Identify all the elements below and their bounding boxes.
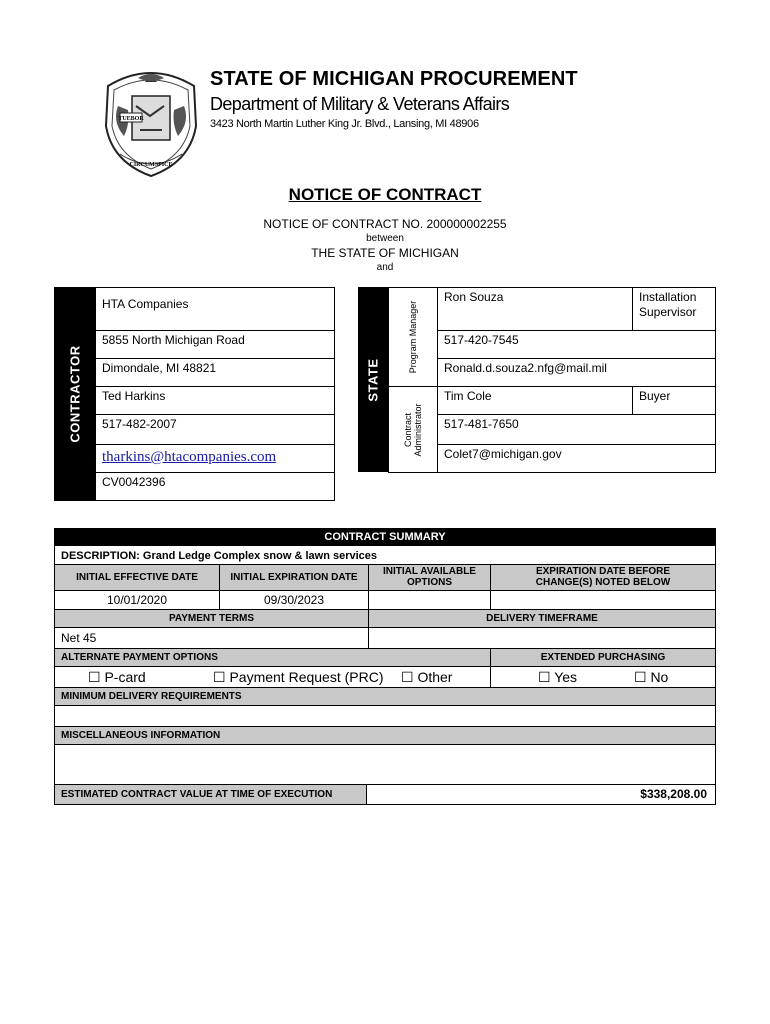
alt-payment-label: ALTERNATE PAYMENT OPTIONS: [54, 648, 491, 667]
pm-title: Installation Supervisor: [632, 287, 716, 331]
extended-purchasing-label: EXTENDED PURCHASING: [490, 648, 716, 667]
contractor-side-label: [54, 287, 95, 501]
svg-text:TUEBOR: TUEBOR: [118, 116, 144, 122]
contractor-city: Dimondale, MI 48821: [95, 358, 335, 387]
program-manager-label: [388, 287, 438, 387]
department-name: Department of Military & Veterans Affairs: [210, 94, 510, 114]
summary-heading: CONTRACT SUMMARY: [54, 528, 716, 546]
contractor-email-cell: [95, 444, 335, 473]
state-label-text: STATE: [365, 357, 381, 402]
ca-email: Colet7@michigan.gov: [437, 444, 716, 473]
delivery-timeframe-label: DELIVERY TIMEFRAME: [368, 609, 716, 628]
state-side-label: [358, 287, 388, 472]
state-seal-logo: [100, 66, 202, 180]
delivery-timeframe-value: [368, 627, 716, 649]
ca-name: Tim Cole: [437, 386, 633, 415]
col-available-options: INITIAL AVAILABLE OPTIONS: [368, 564, 491, 591]
expiration-date-value: 09/30/2023: [219, 590, 369, 610]
pcard-checkbox[interactable]: ☐ P-card: [88, 669, 146, 685]
summary-description: DESCRIPTION: Grand Ledge Complex snow & lawn services: [54, 545, 716, 565]
pm-phone: 517-420-7545: [437, 330, 716, 359]
other-checkbox[interactable]: ☐ Other: [401, 669, 453, 685]
misc-info-value: [54, 744, 716, 785]
contractor-vendor-id: CV0042396: [95, 472, 335, 501]
contractor-street: 5855 North Michigan Road: [95, 330, 335, 359]
ca-phone: 517-481-7650: [437, 414, 716, 445]
alt-payment-options-row: [54, 666, 491, 688]
misc-info-label: MISCELLANEOUS INFORMATION: [54, 726, 716, 745]
between-text: between: [366, 233, 404, 244]
contract-number: NOTICE OF CONTRACT NO. 200000002255: [263, 217, 507, 231]
pm-email: Ronald.d.souza2.nfg@mail.mil: [437, 358, 716, 387]
exp-before-value: [490, 590, 716, 610]
contractor-contact: Ted Harkins: [95, 386, 335, 415]
est-value-amount: $338,208.00: [366, 784, 716, 805]
payment-terms-label: PAYMENT TERMS: [54, 609, 369, 628]
est-value-label: ESTIMATED CONTRACT VALUE AT TIME OF EXECUTION: [54, 784, 367, 805]
notice-title: NOTICE OF CONTRACT: [288, 185, 482, 204]
effective-date-value: 10/01/2020: [54, 590, 220, 610]
extended-no-checkbox[interactable]: ☐ No: [634, 669, 669, 685]
ca-title: Buyer: [632, 386, 716, 415]
contract-admin-text: Contract Administrator: [403, 403, 423, 457]
and-text: and: [376, 262, 394, 273]
contractor-name: HTA Companies: [95, 287, 335, 331]
contractor-label-text: CONTRACTOR: [67, 345, 82, 443]
contractor-phone: 517-482-2007: [95, 414, 335, 445]
available-options-value: [368, 590, 491, 610]
extended-purchasing-row: [490, 666, 716, 688]
state-party: THE STATE OF MICHIGAN: [311, 246, 459, 260]
payment-terms-value: Net 45: [54, 627, 369, 649]
program-manager-text: Program Manager: [408, 300, 418, 374]
contract-admin-label: [388, 386, 438, 473]
svg-text:CIRCUMSPICE: CIRCUMSPICE: [129, 162, 173, 168]
pm-name: Ron Souza: [437, 287, 633, 331]
page-title: STATE OF MICHIGAN PROCUREMENT: [210, 68, 578, 90]
extended-yes-checkbox[interactable]: ☐ Yes: [538, 669, 578, 685]
min-delivery-value: [54, 705, 716, 727]
prc-checkbox[interactable]: ☐ Payment Request (PRC): [213, 669, 384, 685]
col-exp-before-change: EXPIRATION DATE BEFORE CHANGE(S) NOTED BELOW: [490, 564, 716, 591]
col-expiration-date: INITIAL EXPIRATION DATE: [219, 564, 369, 591]
department-address: 3423 North Martin Luther King Jr. Blvd., Lansing, MI 48906: [210, 118, 479, 130]
min-delivery-label: MINIMUM DELIVERY REQUIREMENTS: [54, 687, 716, 706]
contractor-email-link[interactable]: tharkins@htacompanies.com: [102, 449, 277, 465]
col-effective-date: INITIAL EFFECTIVE DATE: [54, 564, 220, 591]
